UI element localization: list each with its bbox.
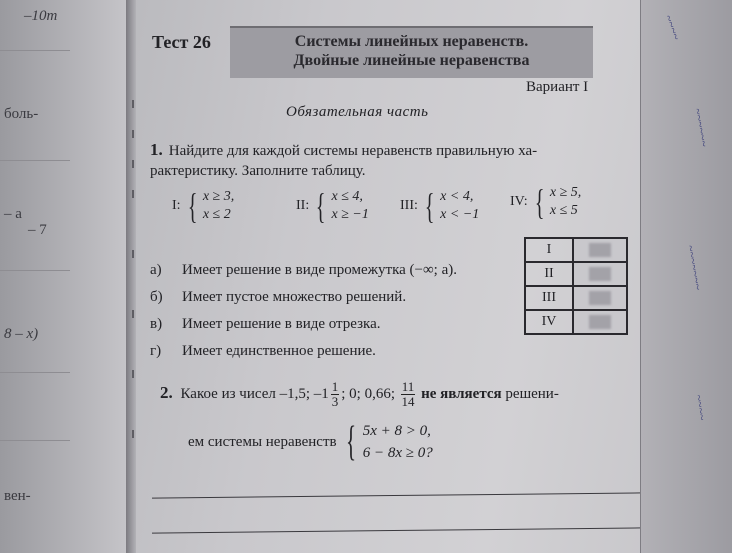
left-rule: [0, 50, 70, 51]
handwriting: ~~~~~~~: [683, 243, 706, 292]
left-fragment: вен-: [4, 488, 31, 504]
system-line: x ≤ 2: [202, 207, 231, 222]
left-fragment: – 7: [28, 222, 47, 238]
question-2-number: 2.: [160, 382, 173, 402]
handwriting: ~~~~: [691, 393, 710, 422]
answer-cell[interactable]: [573, 238, 627, 262]
left-rule: [0, 270, 70, 271]
option-c: [150, 316, 381, 333]
title-line-2: Двойные линейные неравенства: [293, 52, 530, 69]
system-line: x < 4,: [440, 189, 474, 204]
system-line: x ≤ 4,: [331, 189, 363, 204]
question-2-text: ; 0; 0,66;: [341, 385, 396, 402]
system-label: II:: [296, 198, 310, 213]
test-number: Тест 26: [152, 32, 211, 52]
answer-line: [152, 527, 642, 533]
textbook-page: [136, 0, 642, 553]
margin-mark: [132, 100, 134, 108]
system-line: x ≥ 5,: [549, 185, 582, 200]
table-row: [525, 286, 627, 310]
fraction-denominator: 14: [401, 394, 415, 409]
title-line-1: Системы линейных неравенств.: [294, 33, 529, 50]
margin-mark: [132, 250, 134, 258]
left-rule: [0, 372, 70, 373]
margin-mark: [132, 370, 134, 378]
option-text: Имеет решение в виде отрезка.: [182, 316, 381, 332]
left-fragment: –10m: [24, 8, 58, 24]
row-label: III: [525, 286, 573, 310]
option-text: Имеет единственное решение.: [182, 343, 376, 359]
option-d: [150, 343, 376, 360]
fraction-numerator: 11: [401, 379, 415, 394]
system-label: I:: [172, 198, 181, 213]
system-3: III: { x < 4, x < −1: [400, 186, 480, 226]
margin-mark: [132, 310, 134, 318]
fraction: [401, 380, 416, 409]
fraction-numerator: 1: [331, 379, 339, 394]
question-1-text: Найдите для каждой системы неравенств правильную ха-рактеристику. Заполните таблицу.: [150, 143, 538, 179]
section-title: Обязательная часть: [286, 104, 429, 120]
left-fragment: боль-: [4, 106, 39, 122]
system-4: IV: { x ≥ 5, x ≤ 5: [510, 182, 582, 222]
row-label: I: [525, 238, 573, 262]
system-label: IV:: [510, 194, 528, 209]
left-fragment: 8 – x): [4, 326, 39, 342]
handwriting: ~~~~: [661, 12, 684, 42]
option-letter: г): [150, 343, 162, 359]
table-row: [525, 238, 627, 262]
option-letter: в): [150, 316, 163, 332]
system-line: x < −1: [440, 207, 480, 222]
question-2-line-2: ем системы неравенств { 5x + 8 > 0, 6 − 8x ≥ 0?: [188, 419, 433, 465]
question-1: [150, 140, 620, 181]
system-line: 5x + 8 > 0,: [362, 423, 431, 439]
left-rule: [0, 160, 70, 161]
system-line: x ≥ 3,: [202, 189, 235, 204]
system-2: II: { x ≤ 4, x ≥ −1: [296, 186, 369, 226]
variant-label: Вариант I: [526, 79, 589, 95]
answer-line: [152, 492, 642, 498]
row-label: IV: [525, 310, 573, 334]
system-line: x ≥ −1: [331, 207, 369, 222]
fraction: [331, 380, 340, 409]
handwriting: ~~~~~~: [690, 107, 712, 148]
question-1-number: 1.: [150, 140, 163, 159]
left-page: [0, 0, 133, 553]
question-2-text: ем системы неравенств: [188, 433, 337, 450]
table-row: [525, 310, 627, 334]
option-b: [150, 289, 406, 306]
option-text: Имеет решение в виде промежутка (−∞; a).: [182, 262, 458, 278]
question-2-text: Какое из чисел –1,5; –1: [180, 385, 329, 402]
option-a: [150, 262, 457, 279]
margin-mark: [132, 160, 134, 168]
title-banner: [230, 26, 593, 78]
question-2-text: решени-: [505, 385, 559, 402]
answer-cell[interactable]: [573, 310, 627, 334]
system-line: 6 − 8x ≥ 0?: [362, 445, 433, 461]
system-line: x ≤ 5: [549, 203, 578, 218]
left-fragment: – a: [4, 206, 22, 222]
option-text: Имеет пустое множество решений.: [182, 289, 407, 305]
answer-cell[interactable]: [573, 286, 627, 310]
emphasis-text: не является: [421, 385, 502, 402]
option-letter: б): [150, 289, 163, 305]
question-2: [160, 380, 559, 409]
table-row: [525, 262, 627, 286]
option-letter: а): [150, 262, 162, 278]
system-label: III:: [400, 198, 418, 213]
right-page: [640, 0, 732, 553]
answer-table: [524, 237, 628, 335]
fraction-denominator: 3: [331, 394, 339, 409]
book-gutter: [126, 0, 136, 553]
margin-mark: [132, 430, 134, 438]
answer-cell[interactable]: [573, 262, 627, 286]
system-1: I: { x ≥ 3, x ≤ 2: [172, 186, 235, 226]
margin-mark: [132, 130, 134, 138]
left-rule: [0, 440, 70, 441]
margin-mark: [132, 190, 134, 198]
row-label: II: [525, 262, 573, 286]
